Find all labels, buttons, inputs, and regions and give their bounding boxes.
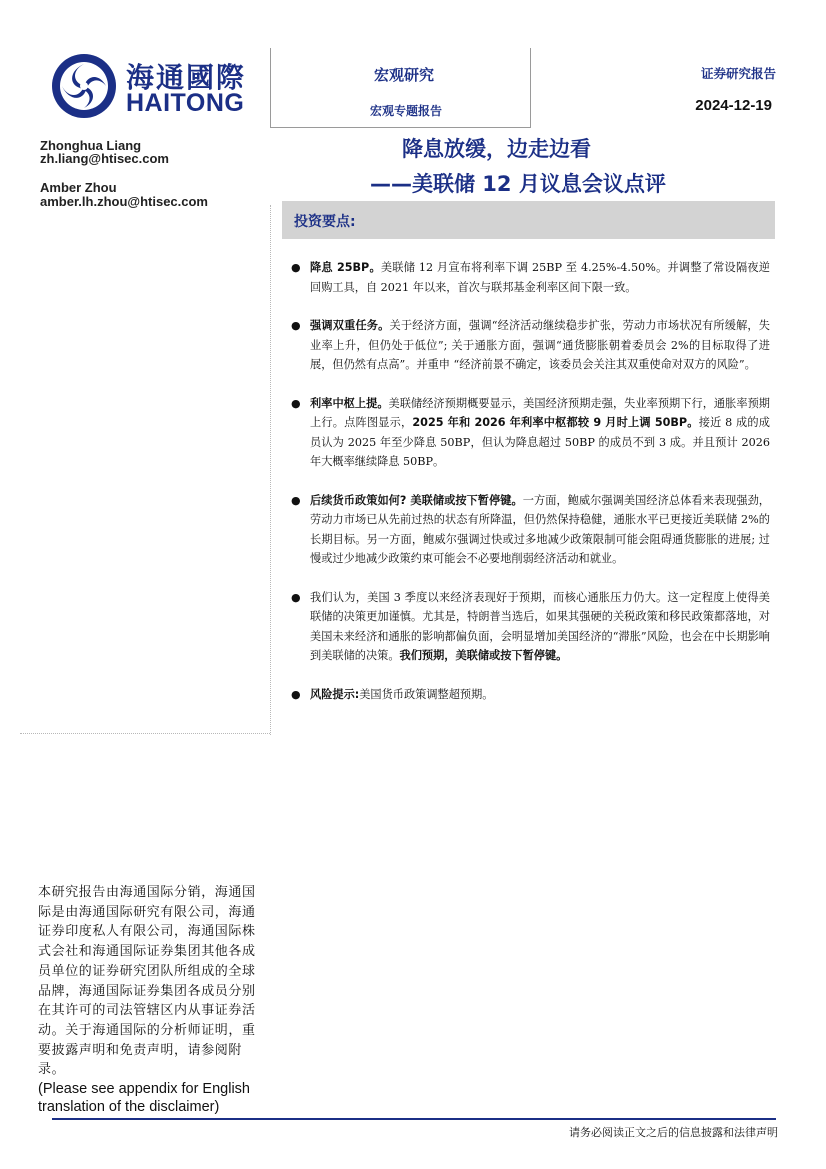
key-points-label: 投资要点: <box>294 214 356 230</box>
footer-rule <box>52 1118 776 1120</box>
bullet-our-view <box>288 588 770 666</box>
report-date: 2024-12-19 <box>695 97 772 114</box>
bullet-rate-cut <box>288 258 770 297</box>
header-divider-right <box>530 48 531 128</box>
bullet-policy-outlook <box>288 491 770 569</box>
report-type: 证券研究报告 <box>700 66 776 81</box>
bullet-heading: 后续货币政策如何? 美联储或按下暂停键。 <box>310 493 523 507</box>
header-divider-left <box>270 48 271 128</box>
bullet-text: 关于经济方面，强调“经济活动继续稳步扩张，劳动力市场状况有所缓解，失业率上升，但仍处于低位”; 关于通胀方面，强调“通货膨胀朝着委员会 2%的目标取得了进展，但仍然有点高”。并重申 “经济前景不确定，该委员会关注其双重使命对双方的风险”。 <box>310 319 770 371</box>
bullet-text: 我们认为，美国 3 季度以来经济表现好于预期，而核心通胀压力仍大。这一定程度上使得美联储的决策更加谨慎。尤其是，特朗普当选后，如果其强硬的关税政策和移民政策都落地，对美国未来经济和通胀的影响都偏负面，会明显增加美国经济的“滞胀”风险，也会在中长期影响到美联储的决策。 <box>310 590 770 662</box>
bullet-text: 美联储经济预期概要显示，美国经济预期走强，失业率预期下行，通胀率预期上行。点阵图显示， <box>310 396 770 429</box>
bullet-dot-icon: ● <box>291 261 301 274</box>
logo-english-text: HAITONG <box>126 89 245 117</box>
bullet-dual-mandate <box>288 316 770 375</box>
bullet-heading: 降息 25BP。 <box>310 261 381 274</box>
report-subcategory: 宏观专题报告 <box>370 104 443 118</box>
author-1-email[interactable]: zh.liang@htisec.com <box>40 151 169 166</box>
bullet-conclusion: 我们预期，美联储或按下暂停键。 <box>399 649 568 662</box>
bullet-highlight: 2025 年和 2026 年利率中枢都较 9 月时上调 50BP。 <box>412 416 699 429</box>
bullet-text: 一方面，鲍威尔强调美国经济总体看来表现强劲，劳动力市场已从先前过热的状态有所降温，但仍然保持稳健，通胀水平已更接近美联储 2%的长期目标。另一方面，鲍威尔强调过快或过多地减少政策限制可能会阻碍通货膨胀的进展; 过慢或过少地减少政策约束可能会不必要地削弱经济活动和就业。 <box>310 493 770 565</box>
key-points-bar <box>282 201 775 239</box>
disclaimer-english: (Please see appendix for English translation of the disclaimer) <box>38 1081 250 1116</box>
bullet-heading: 利率中枢上提。 <box>310 396 389 410</box>
dotted-separator <box>20 733 270 734</box>
footer-notice: 请务必阅读正文之后的信息披露和法律声明 <box>569 1126 778 1139</box>
bullet-text: 美联储 12 月宣布将利率下调 25BP 至 4.25%-4.50%。并调整了常设隔夜逆回购工具，自 2021 年以来，首次与联邦基金利率区间下限一致。 <box>310 261 770 294</box>
bullet-rate-center <box>288 394 770 472</box>
key-points-list <box>288 258 770 723</box>
author-2-email[interactable]: amber.lh.zhou@htisec.com <box>40 194 208 209</box>
report-category: 宏观研究 <box>374 66 435 84</box>
bullet-dot-icon: ● <box>291 493 301 507</box>
report-subtitle: ——美联储 12 月议息会议点评 <box>370 172 666 196</box>
dotted-column-divider <box>270 205 271 735</box>
logo-chinese-text: 海通國際 <box>126 61 247 94</box>
bullet-dot-icon: ● <box>291 319 301 332</box>
bullet-text-rest: 接近 8 成的成员认为 2025 年至少降息 50BP，但认为降息超过 50BP 的成员不到 3 成。并且预计 2026 年大概率继续降息 50BP。 <box>310 416 770 468</box>
haitong-logo-icon <box>50 52 118 120</box>
bullet-dot-icon: ● <box>291 687 301 701</box>
author-2-name: Amber Zhou <box>40 180 117 195</box>
bullet-text: 美国货币政策调整超预期。 <box>359 687 494 701</box>
header-underline <box>270 127 530 128</box>
disclaimer-block <box>38 883 266 1116</box>
disclaimer-chinese: 本研究报告由海通国际分销，海通国际是由海通国际研究有限公司，海通证券印度私人有限公司，海通国际株式会社和海通国际证券集团其他各成员单位的证券研究团队所组成的全球品牌，海通国际证券集团各成员分别在其许可的司法管辖区内从事证券活动。关于海通国际的分析师证明，重要披露声明和免责声明，请参阅附录。 <box>38 885 256 1078</box>
author-1-name: Zhonghua Liang <box>40 138 142 153</box>
bullet-dot-icon: ● <box>291 590 301 604</box>
bullet-heading: 风险提示: <box>310 687 360 701</box>
bullet-heading: 强调双重任务。 <box>310 319 390 332</box>
haitong-logo <box>50 52 250 124</box>
report-title: 降息放缓，边走边看 <box>402 137 591 161</box>
bullet-dot-icon: ● <box>291 396 301 410</box>
bullet-risk <box>288 685 770 705</box>
